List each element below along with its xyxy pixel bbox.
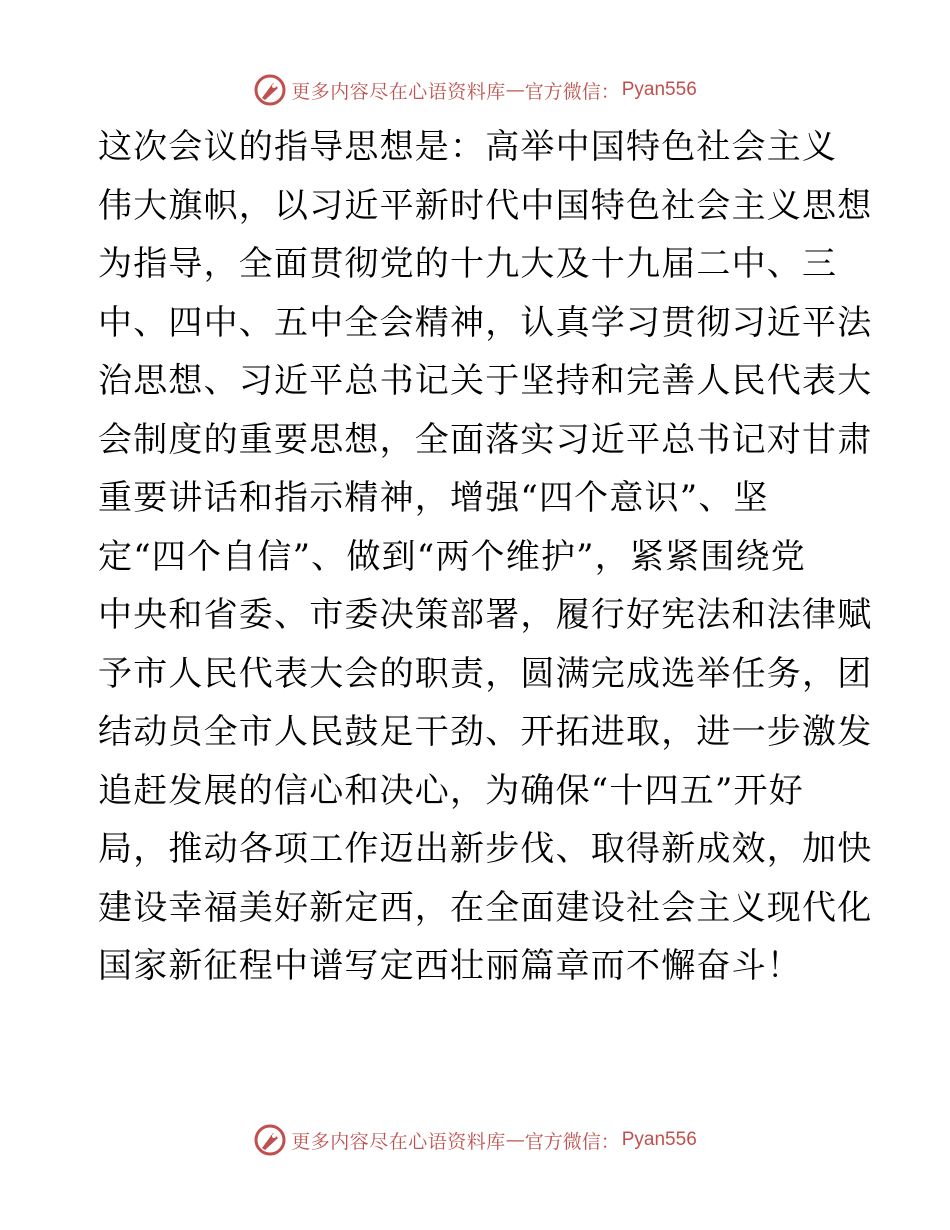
watermark-wechat-id: Pyan556: [621, 1129, 697, 1150]
watermark-separator: —: [505, 1129, 525, 1151]
footer-watermark: [0, 1120, 950, 1160]
text-line: 结动员全市人民鼓足干劲、开拓进取，进一步激发: [98, 712, 873, 752]
text-line: 予市人民代表大会的职责，圆满完成选举任务，团: [98, 653, 873, 694]
watermark-separator: —: [505, 79, 525, 101]
text-line: 定“四个自信”、做到“两个维护”，紧紧围绕党: [98, 536, 806, 577]
text-line: 中、四中、五中全会精神，认真学习贯彻习近平法: [98, 302, 873, 343]
text-line: 局，推动各项工作迈出新步伐、取得新成效，加快: [98, 829, 873, 869]
text-line: 这次会议的指导思想是：高举中国特色社会主义: [98, 127, 838, 167]
text-line: 建设幸福美好新定西，在全面建设社会主义现代化: [98, 887, 873, 928]
text-line: 重要讲话和指示精神，增强“四个意识”、坚: [98, 478, 769, 518]
document-body: [98, 118, 873, 996]
watermark-wechat-id: Pyan556: [621, 79, 697, 100]
text-line: 治思想、习近平总书记关于坚持和完善人民代表大: [98, 361, 873, 401]
text-line: 国家新征程中谱写定西壮丽篇章而不懈奋斗！: [98, 946, 802, 986]
text-line: 为指导，全面贯彻党的十九大及十九届二中、三: [98, 244, 838, 284]
pen-nib-logo-icon: [253, 1123, 287, 1157]
text-line: 追赶发展的信心和决心，为确保“十四五”开好: [98, 770, 804, 811]
watermark-wechat-label: 官方微信：: [524, 1130, 620, 1153]
header-watermark: [0, 70, 950, 110]
text-line: 会制度的重要思想，全面落实习近平总书记对甘肃: [98, 419, 873, 460]
text-line: 伟大旗帜，以习近平新时代中国特色社会主义思想: [98, 185, 873, 226]
watermark-wechat-label: 官方微信：: [524, 80, 620, 103]
watermark-text: 更多内容尽在心语资料库: [291, 1130, 506, 1153]
text-line: 中央和省委、市委决策部署，履行好宪法和法律赋: [98, 595, 873, 635]
pen-nib-logo-icon: [253, 73, 287, 107]
watermark-text: 更多内容尽在心语资料库: [291, 80, 506, 103]
